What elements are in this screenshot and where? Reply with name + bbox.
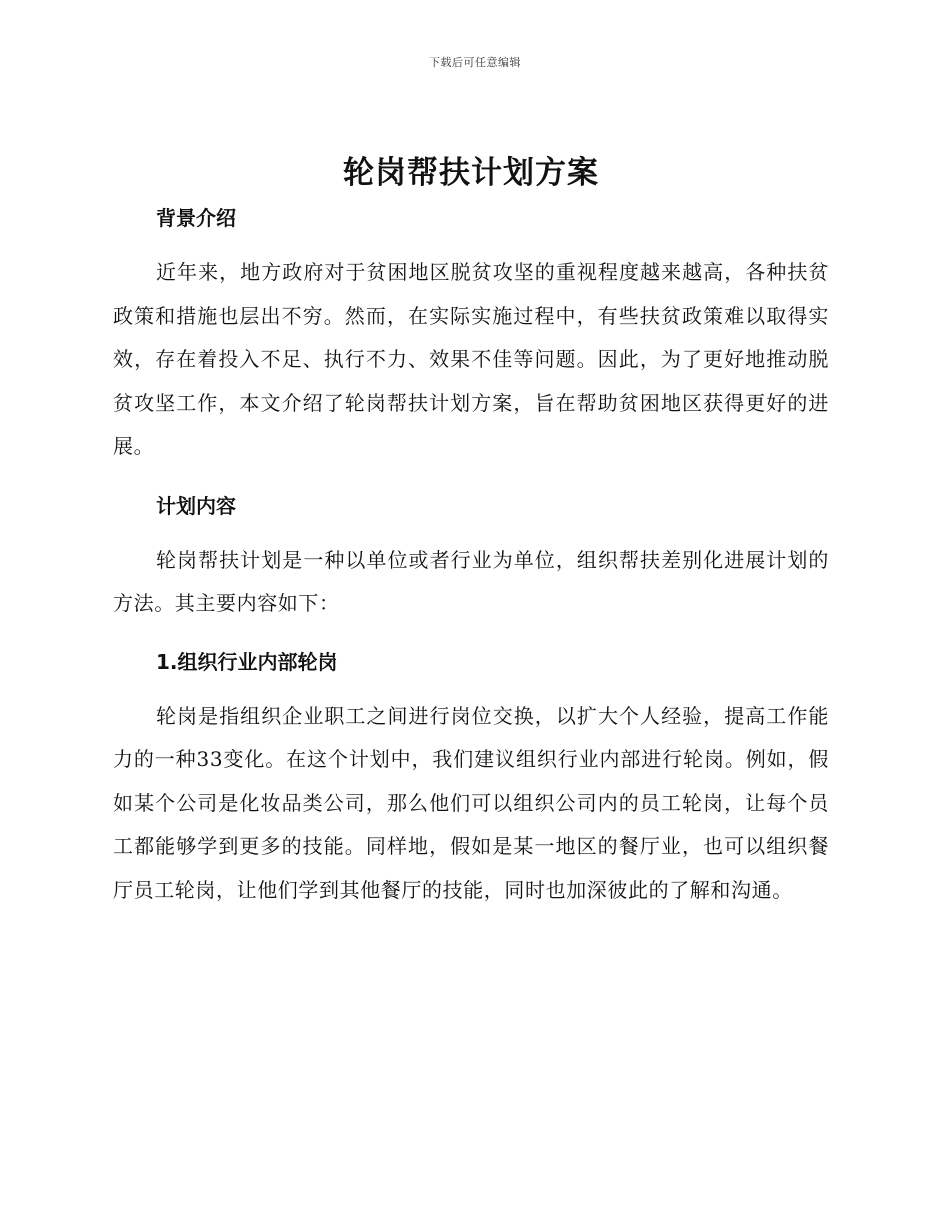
document-title: 轮岗帮扶计划方案 [343,155,599,191]
section-heading-plan-content: 计划内容 [156,493,236,518]
paragraph-internal-rotation: 轮岗是指组织企业职工之间进行岗位交换，以扩大个人经验，提高工作能力的一种33变化。在这个计划中，我们建议组织行业内部进行轮岗。例如，假如某个公司是化妆品类公司，那么他们可以组织公司内的员工轮岗，让每个员工都能够学到更多的技能。同样地，假如是某一地区的餐厅业，也可以组织餐厅员工轮岗，让他们学到其他餐厅的技能，同时也加深彼此的了解和沟通。 [113,703,829,902]
paragraph-plan-content: 轮岗帮扶计划是一种以单位或者行业为单位，组织帮扶差别化进展计划的方法。其主要内容如下： [113,547,829,615]
section-heading-background: 背景介绍 [156,206,236,230]
document-body [113,150,829,912]
subsection-heading-internal-rotation: 1.组织行业内部轮岗 [156,649,338,674]
paragraph-background: 近年来，地方政府对于贫困地区脱贫攻坚的重视程度越来越高，各种扶贫政策和措施也层出不穷。然而，在实际实施过程中，有些扶贫政策难以取得实效，存在着投入不足、执行不力、效果不佳等问题。因此，为了更好地推动脱贫攻坚工作，本文介绍了轮岗帮扶计划方案，旨在帮助贫困地区获得更好的进展。 [113,260,829,458]
header-note: 下载后可任意编辑 [429,56,521,69]
